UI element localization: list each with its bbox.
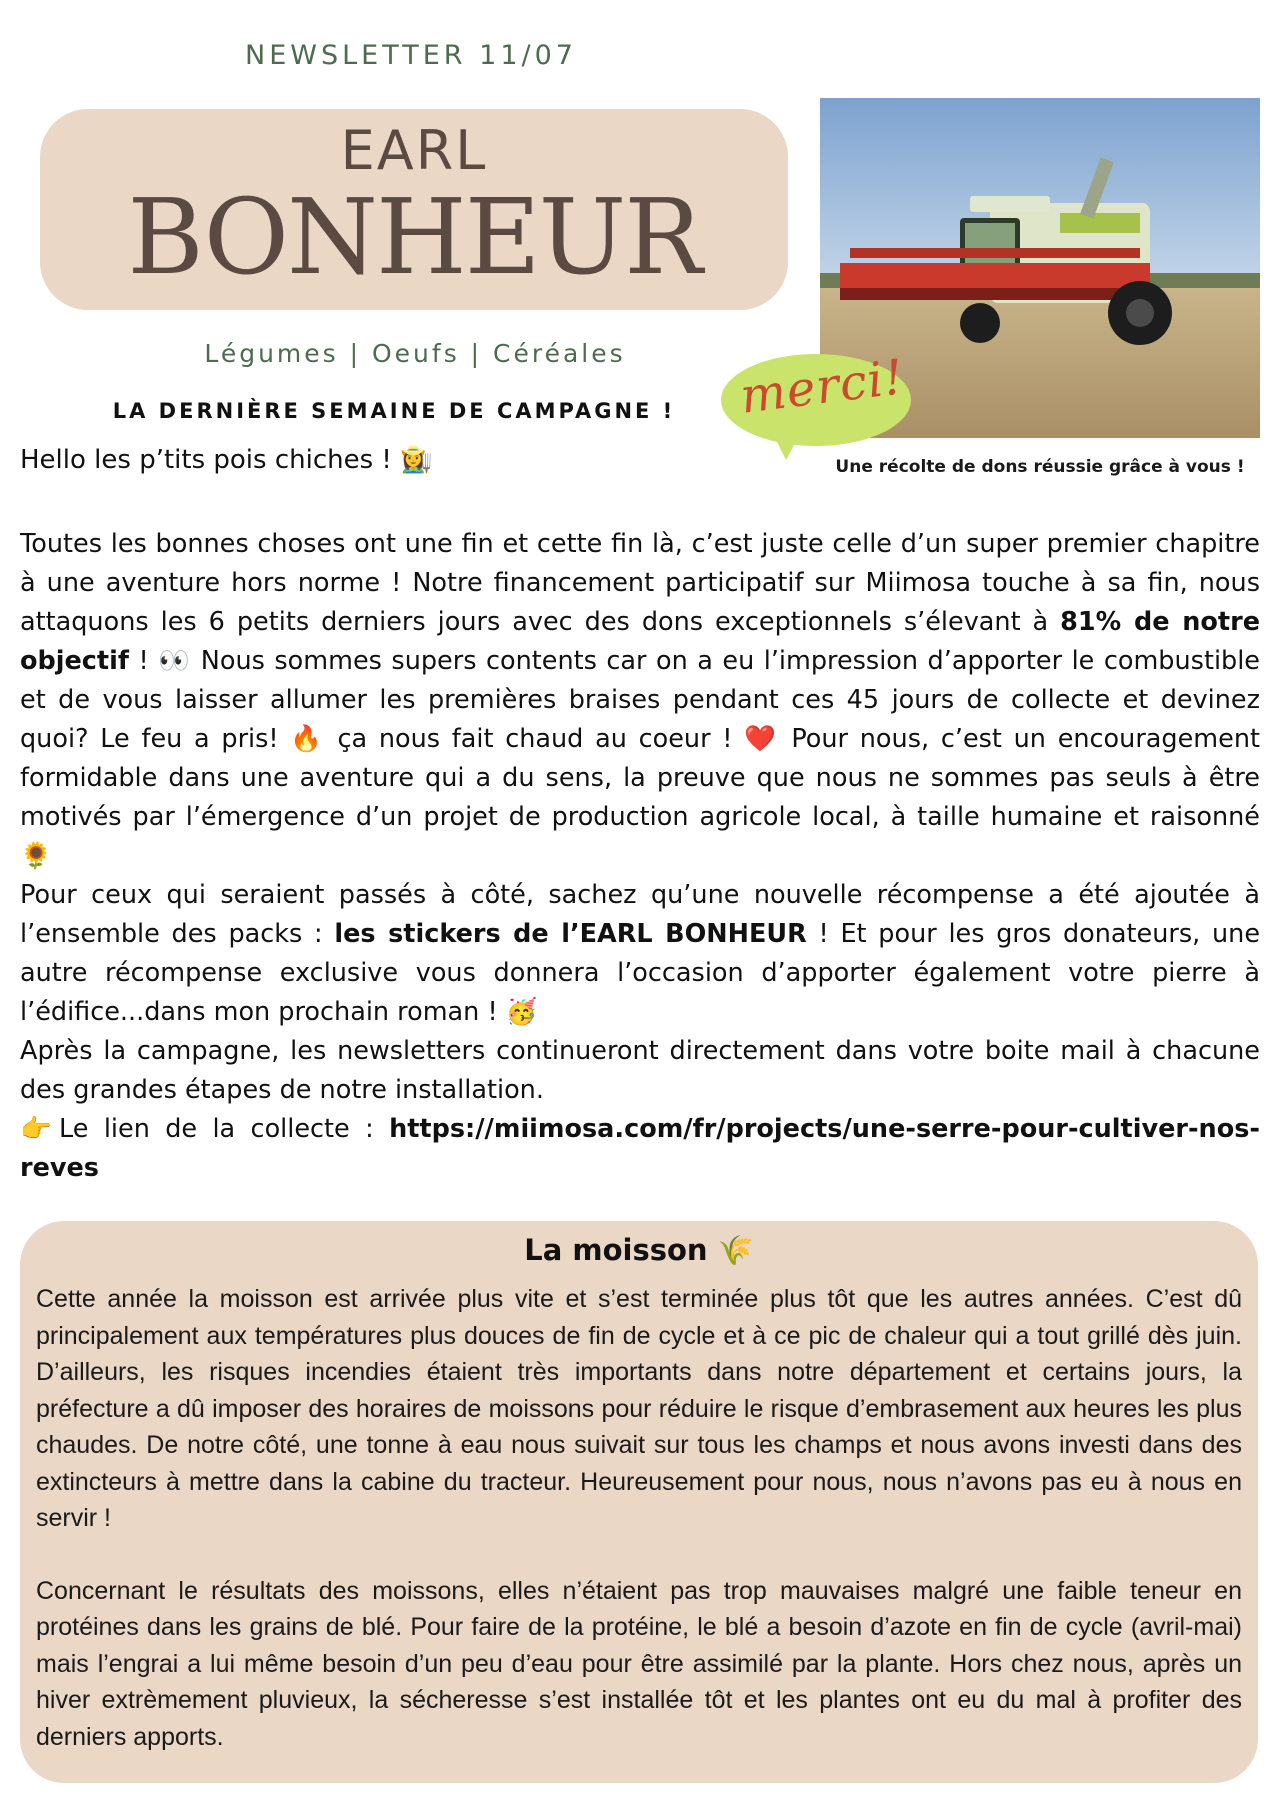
paragraph-reward xyxy=(20,876,1260,1032)
paragraph-funding xyxy=(20,525,1260,876)
harvest-title: La moisson 🌾 xyxy=(524,1233,754,1267)
paragraph-funding-part2: ! 👀 Nous sommes supers contents car on a eu l’impression d’apporter le combustible et de vous laisser allumer les premières braises pendant ces 45 jours de collecte et devinez quoi? Le feu a pris! 🔥 ça nous fait chaud au coeur ! ❤️ Pour nous, c’est un encouragement formidable dans une aventure qui a du sens, la preuve que nous ne sommes pas seuls à être motivés par l’émergence d’un projet de production agricole local, à taille humaine et raisonné 🌻 xyxy=(20,646,1260,871)
paragraph-funding-part1: Toutes les bonnes choses ont une fin et cette fin là, c’est juste celle d’un super premier chapitre à une aventure hors norme ! Notre financement participatif sur Miimosa touche à sa fin, nous attaquons les 6 petits derniers jours avec des dons exceptionnels s’élevant à xyxy=(20,529,1260,637)
tagline: Légumes | Oeufs | Céréales xyxy=(204,339,626,368)
collect-link[interactable]: https://miimosa.com/fr/projects/une-serre-pour-cultiver-nos-reves xyxy=(20,1114,1260,1183)
harvest-body xyxy=(36,1281,1242,1755)
collect-link-row xyxy=(20,1110,1260,1188)
newsletter-date: NEWSLETTER 11/07 xyxy=(245,40,577,71)
harvest-paragraph-1: Cette année la moisson est arrivée plus vite et s’est terminée plus tôt que les autres années. C’est dû principalement aux températures plus douces de fin de cycle et à ce pic de chaleur qui a tout grillé dès juin. D’ailleurs, les risques incendies étaient très importants dans notre département et certains jours, la préfecture a dû imposer des horaires de moissons pour réduire le risque d’embrasement aux heures les plus chaudes. De notre côté, une tonne à eau nous suivait sur tous les champs et nous avons investi dans des extincteurs à mettre dans la cabine du tracteur. Heureusement pour nous, nous n’avons pas eu à nous en servir ! xyxy=(36,1285,1242,1532)
brand-bonheur: BONHEUR xyxy=(127,176,701,298)
paragraph-reward-part2: ! Et pour les gros donateurs, une autre récompense exclusive vous donnera l’occasion d’apporter également votre pierre à l’édifice...dans mon prochain roman ! 🥳 xyxy=(20,919,1261,1027)
paragraph-spacer xyxy=(36,1537,1242,1573)
campaign-body xyxy=(20,525,1260,1188)
paragraph-after-campaign: Après la campagne, les newsletters continueront directement dans votre boite mail à chacune des grandes étapes de notre installation. xyxy=(20,1036,1260,1105)
harvest-section xyxy=(20,1221,1258,1783)
greeting: Hello les p’tits pois chiches ! 👩‍🌾 xyxy=(20,445,433,475)
funding-percent: 81% de notre objectif xyxy=(20,607,1260,676)
photo-caption: Une récolte de dons réussie grâce à vous ! xyxy=(835,457,1245,477)
campaign-title: LA DERNIÈRE SEMAINE DE CAMPAGNE ! xyxy=(112,399,676,423)
brand-earl: EARL xyxy=(340,119,488,182)
brand-banner xyxy=(40,109,788,310)
harvest-paragraph-2: Concernant le résultats des moissons, elles n’étaient pas trop mauvaises malgré une faible teneur en protéines dans les grains de blé. Pour faire de la protéine, le blé a besoin d’azote en fin de cycle (avril-mai) mais l’engrai a lui même besoin d’un peu d’eau pour être assimilé par la plante. Hors chez nous, après un hiver extrèmement pluvieux, la sécheresse s’est installée tôt et les plantes ont eu du mal à profiter des derniers apports. xyxy=(36,1576,1242,1751)
stickers-reward: les stickers de l’EARL BONHEUR xyxy=(334,919,807,949)
merci-badge: merci! xyxy=(737,349,908,425)
paragraph-reward-part1: Pour ceux qui seraient passés à côté, sachez qu’une nouvelle récompense a été ajoutée à l’ensemble des packs : xyxy=(20,880,1260,949)
collect-link-label: 👉Le lien de la collecte : xyxy=(20,1114,390,1144)
